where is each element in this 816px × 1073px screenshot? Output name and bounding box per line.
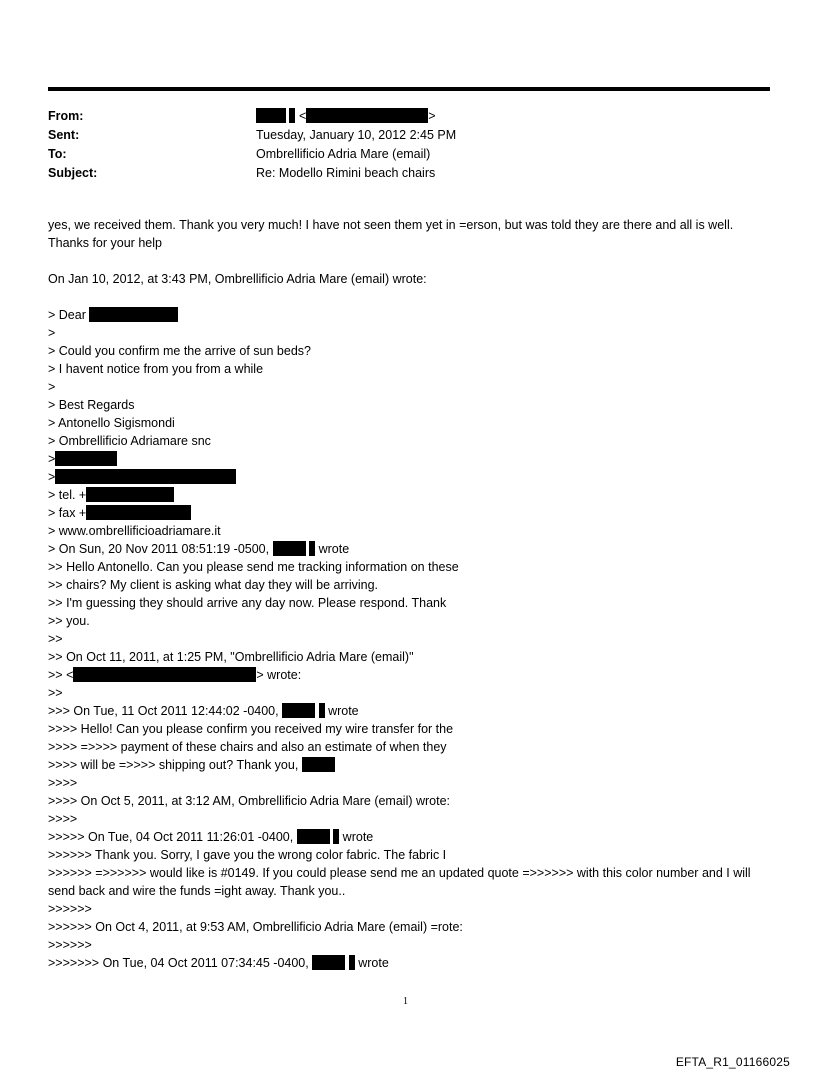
dear-text: > Dear: [48, 308, 86, 322]
header-rule: [48, 87, 770, 91]
redaction-box: [306, 108, 428, 123]
redaction-box: [273, 541, 306, 556]
quote-line: >>>>>> Thank you. Sorry, I gave you the wrong color fabric. The fabric I: [48, 848, 447, 862]
quote-line: >> Hello Antonello. Can you please send me tracking information on these: [48, 560, 459, 574]
page-number: 1: [403, 996, 408, 1007]
quote-line: >> I'm guessing they should arrive any day now. Please respond. Thank: [48, 596, 447, 610]
quote-line: [48, 450, 770, 468]
quote-line: > www.ombrellificioadriamare.it: [48, 524, 221, 538]
to-label: To:: [48, 147, 67, 161]
redaction-box: [302, 757, 335, 772]
quote-line: >>: [48, 686, 63, 700]
quote-line: [48, 666, 770, 684]
quote-line: >>>> =>>>> payment of these chairs and also an estimate of when they: [48, 740, 447, 754]
quote-line: > I havent notice from you from a while: [48, 362, 264, 376]
redaction-box: [312, 955, 345, 970]
wrote-text: wrote: [358, 956, 389, 970]
redaction-box: [282, 703, 315, 718]
redaction-box: [256, 108, 286, 123]
quote-line: [48, 828, 770, 846]
quote-line: [48, 540, 770, 558]
from-gt: >: [428, 109, 436, 123]
from-label: From:: [48, 109, 84, 123]
quote-line: >: [48, 380, 56, 394]
quote-line: >>>>>> =>>>>>> would like is #0149. If you could please send me an updated quote =>>>>>> with this color number and I will send back and wire the funds =ight away. Thank you..: [48, 866, 751, 898]
sent-value: Tuesday, January 10, 2012 2:45 PM: [256, 128, 457, 142]
quote-line: [48, 468, 770, 486]
quote-line: [48, 954, 770, 972]
wire-text: >>>> will be =>>>> shipping out? Thank you,: [48, 758, 299, 772]
date-text: >>>>>>> On Tue, 04 Oct 2011 07:34:45 -0400,: [48, 956, 309, 970]
redaction-box: [55, 451, 117, 466]
quote-marker: >: [48, 470, 56, 484]
date-text: > On Sun, 20 Nov 2011 08:51:19 -0500,: [48, 542, 270, 556]
quote-line: >>>>: [48, 776, 78, 790]
quote-line: [48, 504, 770, 522]
redaction-box: [89, 307, 178, 322]
date-text: >>>>> On Tue, 04 Oct 2011 11:26:01 -0400,: [48, 830, 294, 844]
quote-line: >>>> On Oct 5, 2011, at 3:12 AM, Ombrellificio Adria Mare (email) wrote:: [48, 794, 451, 808]
quote-line: > Antonello Sigismondi: [48, 416, 175, 430]
wrote-text: > wrote:: [256, 668, 302, 682]
redaction-box: [86, 505, 191, 520]
document-id: EFTA_R1_01166025: [675, 1055, 790, 1069]
quote-line: >> chairs? My client is asking what day they will be arriving.: [48, 578, 379, 592]
quote-line: >> On Oct 11, 2011, at 1:25 PM, "Ombrellificio Adria Mare (email)": [48, 650, 414, 664]
quote-line: >> you.: [48, 614, 90, 628]
sent-label: Sent:: [48, 128, 80, 142]
body-paragraph: yes, we received them. Thank you very much! I have not seen them yet in =erson, but was told they are there and all is well.: [48, 218, 734, 232]
fax-text: > fax +: [48, 506, 87, 520]
quote-line: [48, 486, 770, 504]
redaction-box: [73, 667, 256, 682]
quote-line: [48, 306, 770, 324]
quote-line: >>>>>>: [48, 902, 92, 916]
quote-marker: >: [48, 452, 56, 466]
quote-line: >>: [48, 632, 63, 646]
date-text: >>> On Tue, 11 Oct 2011 12:44:02 -0400,: [48, 704, 279, 718]
quote-line: [48, 702, 770, 720]
redaction-box: [86, 487, 174, 502]
quote-line: >>>>>> On Oct 4, 2011, at 9:53 AM, Ombrellificio Adria Mare (email) =rote:: [48, 920, 463, 934]
wrote-text: wrote: [342, 830, 374, 844]
subject-label: Subject:: [48, 166, 98, 180]
from-lt: <: [298, 109, 307, 123]
quote-line: > Ombrellificio Adriamare snc: [48, 434, 211, 448]
redaction-box: [297, 829, 330, 844]
quote-line: >>>>: [48, 812, 78, 826]
from-value: [256, 107, 436, 126]
to-value: Ombrellificio Adria Mare (email): [256, 147, 431, 161]
redaction-box: [309, 541, 315, 556]
redaction-box: [349, 955, 355, 970]
redaction-box: [319, 703, 325, 718]
quote-line: >: [48, 326, 56, 340]
subject-value: Re: Modello Rimini beach chairs: [256, 166, 436, 180]
lt-text: >> <: [48, 668, 74, 682]
body-line: Thanks for your help: [48, 236, 162, 250]
wrote-text: wrote: [328, 704, 359, 718]
wrote-text: wrote: [318, 542, 350, 556]
quote-line: [48, 756, 770, 774]
quote-line: >>>> Hello! Can you please confirm you received my wire transfer for the: [48, 722, 454, 736]
tel-text: > tel. +: [48, 488, 87, 502]
email-body: [48, 216, 770, 972]
redaction-box: [333, 829, 339, 844]
quote-line: >>>>>>: [48, 938, 92, 952]
redaction-box: [55, 469, 236, 484]
redaction-box: [289, 108, 295, 123]
quote-line: > Could you confirm me the arrive of sun beds?: [48, 344, 311, 358]
quote-line: > Best Regards: [48, 398, 135, 412]
quote-header: On Jan 10, 2012, at 3:43 PM, Ombrellificio Adria Mare (email) wrote:: [48, 272, 427, 286]
